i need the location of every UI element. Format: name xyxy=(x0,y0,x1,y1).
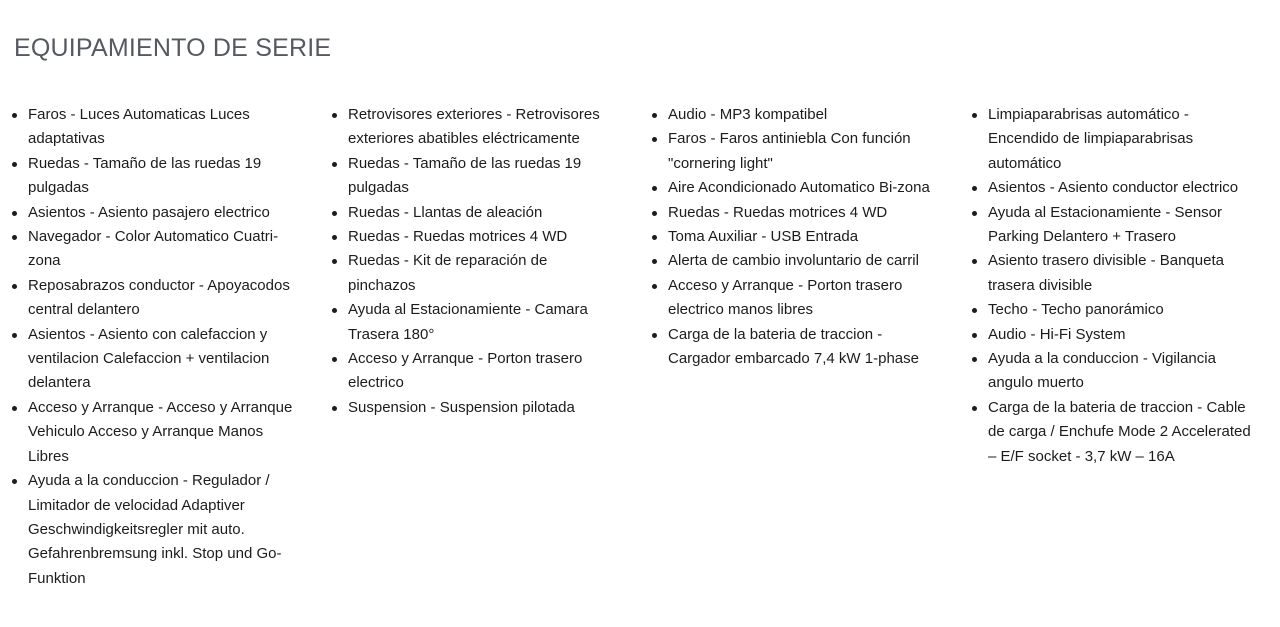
equipment-item: Ayuda a la conduccion - Vigilancia angulo muerto xyxy=(988,347,1256,396)
equipment-column-2 xyxy=(320,103,640,420)
equipment-column-4 xyxy=(960,103,1280,469)
equipment-item: Techo - Techo panorámico xyxy=(988,298,1256,322)
equipment-item: Toma Auxiliar - USB Entrada xyxy=(668,225,936,249)
equipment-item: Asientos - Asiento con calefaccion y ventilacion Calefaccion + ventilacion delantera xyxy=(28,323,296,396)
equipment-item: Asiento trasero divisible - Banqueta trasera divisible xyxy=(988,249,1256,298)
equipment-item: Suspension - Suspension pilotada xyxy=(348,396,616,420)
equipment-item: Limpiaparabrisas automático - Encendido de limpiaparabrisas automático xyxy=(988,103,1256,176)
equipment-columns xyxy=(0,103,1280,591)
equipment-item: Faros - Faros antiniebla Con función "cornering light" xyxy=(668,127,936,176)
equipment-item: Asientos - Asiento pasajero electrico xyxy=(28,201,296,225)
equipment-item: Ruedas - Tamaño de las ruedas 19 pulgadas xyxy=(348,152,616,201)
equipment-item: Ruedas - Ruedas motrices 4 WD xyxy=(668,201,936,225)
equipment-item: Reposabrazos conductor - Apoyacodos central delantero xyxy=(28,274,296,323)
equipment-item: Alerta de cambio involuntario de carril xyxy=(668,249,936,273)
equipment-item: Ruedas - Kit de reparación de pinchazos xyxy=(348,249,616,298)
equipment-item: Acceso y Arranque - Acceso y Arranque Vehiculo Acceso y Arranque Manos Libres xyxy=(28,396,296,469)
equipment-item: Ayuda a la conduccion - Regulador / Limitador de velocidad Adaptiver Geschwindigkeitsregler mit auto. Gefahrenbremsung inkl. Stop und Go-Funktion xyxy=(28,469,296,591)
section-title: EQUIPAMIENTO DE SERIE xyxy=(14,34,332,62)
equipment-item: Asientos - Asiento conductor electrico xyxy=(988,176,1256,200)
equipment-item: Acceso y Arranque - Porton trasero electrico xyxy=(348,347,616,396)
equipment-item: Audio - MP3 kompatibel xyxy=(668,103,936,127)
equipment-column-3 xyxy=(640,103,960,371)
equipment-item: Ruedas - Ruedas motrices 4 WD xyxy=(348,225,616,249)
equipment-item: Ayuda al Estacionamiente - Sensor Parking Delantero + Trasero xyxy=(988,201,1256,250)
equipment-item: Retrovisores exteriores - Retrovisores exteriores abatibles eléctricamente xyxy=(348,103,616,152)
equipment-item: Acceso y Arranque - Porton trasero electrico manos libres xyxy=(668,274,936,323)
equipment-item: Navegador - Color Automatico Cuatri-zona xyxy=(28,225,296,274)
equipment-item: Carga de la bateria de traccion - Cargador embarcado 7,4 kW 1-phase xyxy=(668,323,936,372)
equipment-item: Ruedas - Llantas de aleación xyxy=(348,201,616,225)
equipment-item: Ruedas - Tamaño de las ruedas 19 pulgadas xyxy=(28,152,296,201)
equipment-item: Aire Acondicionado Automatico Bi-zona xyxy=(668,176,936,200)
equipment-item: Ayuda al Estacionamiente - Camara Trasera 180° xyxy=(348,298,616,347)
equipment-item: Carga de la bateria de traccion - Cable de carga / Enchufe Mode 2 Accelerated – E/F socket - 3,7 kW – 16A xyxy=(988,396,1256,469)
equipment-item: Faros - Luces Automaticas Luces adaptativas xyxy=(28,103,296,152)
equipment-item: Audio - Hi-Fi System xyxy=(988,323,1256,347)
equipment-column-1 xyxy=(0,103,320,591)
